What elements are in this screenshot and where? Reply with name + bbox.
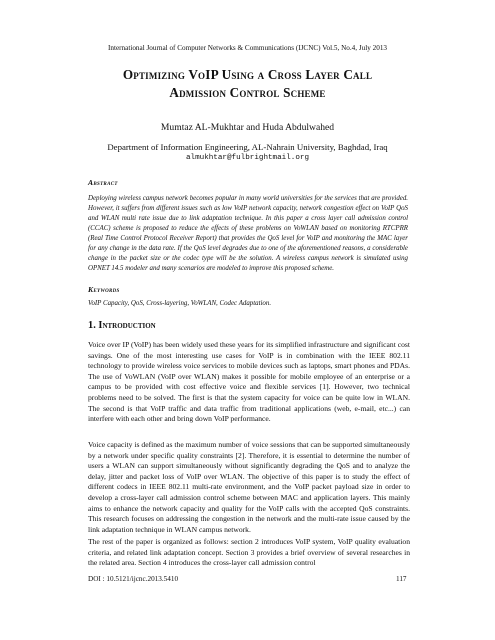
title-line-2: Admission Control Scheme bbox=[169, 85, 326, 100]
section-title: Introduction bbox=[98, 320, 156, 331]
section-1-heading bbox=[88, 320, 156, 331]
intro-paragraph-2: Voice capacity is defined as the maximum number of voice sessions that can be supported simultaneously by a network under specific quality constraints [2]. Therefore, it is essential to determine the number of users a WLAN can support simultaneously without significantly degrading the QoS and to analyze the delay, jitter and packet loss of VoIP over WLAN. The objective of this paper is to study the effect of different codecs in IEEE 802.11 multi-rate environment, and the VoIP packet payload size in order to develop a cross-layer call admission control scheme between MAC and application layers. This mainly aims to enhance the network capacity and quality for the VoIP calls with the accepted QoS constraints. This research focuses on addressing the congestion in the network and the multi-rate issue caused by the link adaptation technique in WLAN campus network. bbox=[88, 440, 410, 534]
journal-header: International Journal of Computer Networks & Communications (IJCNC) Vol.5, No.4, July 2013 bbox=[107, 44, 388, 52]
abstract-heading: Abstract bbox=[88, 178, 118, 187]
author-email[interactable]: almukhtar@fulbrightmail.org bbox=[185, 154, 310, 162]
doi: DOI : 10.5121/ijcnc.2013.5410 bbox=[88, 575, 179, 583]
paper-title bbox=[60, 66, 435, 102]
section-number: 1. bbox=[88, 320, 96, 331]
keywords-text: VoIP Capacity, QoS, Cross-layering, VoWLAN, Codec Adaptation. bbox=[88, 300, 272, 307]
affiliation: Department of Information Engineering, AL-Nahrain University, Baghdad, Iraq bbox=[107, 142, 388, 152]
page-number: 117 bbox=[396, 575, 407, 583]
intro-paragraph-1: Voice over IP (VoIP) has been widely used these years for its simplified infrastructure and significant cost savings. One of the most interesting use cases for VoIP is in combination with the IEEE 802.11 technology to provide wireless voice services to mobile devices such as laptops, smart phones and PDAs. The use of VoWLAN (VoIP over WLAN) makes it possible for mobile employee of an enterprise or a campus to be provided with cost effective voice and flexible services [1]. However, two technical problems need to be solved. The first is that the system capacity for voice can be quite low in WLAN. The second is that VoIP traffic and data traffic from traditional applications (web, e-mail, etc...) can interfere with each other and bring down VoIP performance. bbox=[88, 340, 410, 424]
keywords-heading: Keywords bbox=[88, 285, 120, 294]
title-line-1: Optimizing VoIP Using a Cross Layer Call bbox=[122, 67, 373, 82]
authors: Mumtaz AL-Mukhtar and Huda Abdulwahed bbox=[160, 122, 335, 133]
intro-paragraph-3: The rest of the paper is organized as follows: section 2 introduces VoIP system, VoIP quality evaluation criteria, and related link adaptation concept. Section 3 provides a brief overview of several researches in the related area. Section 4 introduces the cross-layer call admission control bbox=[88, 537, 410, 568]
abstract-text: Deploying wireless campus network becomes popular in many world universities for the services that are provided. However, it suffers from different issues such as low VoIP network capacity, network congestion effect on VoIP QoS and WLAN multi rate issue due to link adaptation technique. In this paper a cross layer call admission control (CCAC) scheme is proposed to reduce the effects of these problems on VoWLAN based on monitoring RTCPRR (Real Time Control Protocol Receiver Report) that provides the QoS level for VoIP and monitoring the MAC layer for any change in the data rate. If the QoS level degrades due to one of the aforementioned reasons, a considerable change in the packet size or the codec type will be the solution. A wireless campus network is simulated using OPNET 14.5 modeler and many scenarios are modeled to improve this proposed scheme. bbox=[88, 195, 408, 272]
